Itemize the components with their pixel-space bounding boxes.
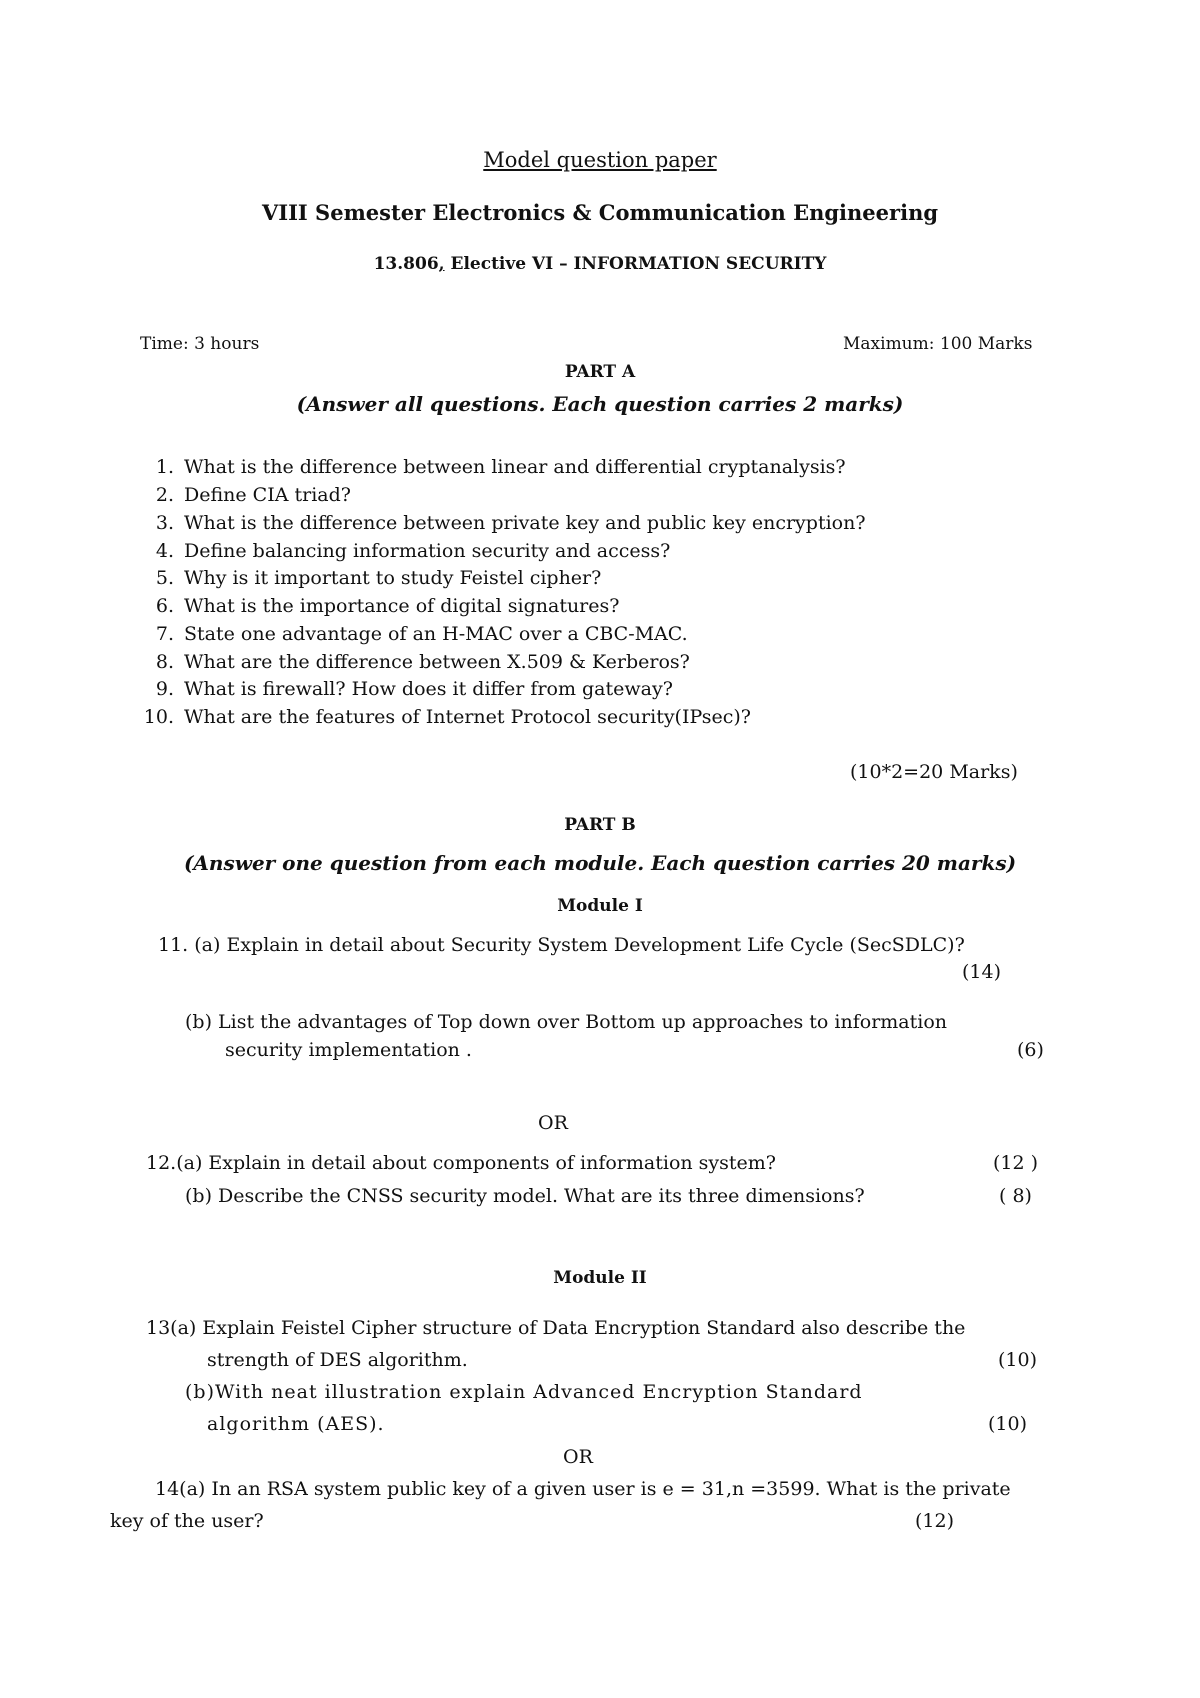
question-number: 7.: [155, 623, 174, 645]
question-11b: (b) List the advantages of Top down over Bottom up approaches to information: [185, 1011, 948, 1033]
question-13a: 13(a) Explain Feistel Cipher structure of Data Encryption Standard also describe the: [146, 1317, 966, 1339]
question-13a-marks: (10): [998, 1349, 1038, 1371]
course-code: 13.806: [373, 254, 439, 274]
question-number: 4.: [155, 540, 174, 562]
list-item: [138, 484, 351, 506]
question-text: What are the features of Internet Protocol security(IPsec)?: [184, 706, 751, 728]
paper-subtitle: VIII Semester Electronics & Communication Engineering: [261, 200, 939, 225]
max-marks-label: Maximum: 100 Marks: [843, 334, 1033, 354]
question-11b-marks: (6): [1017, 1039, 1044, 1061]
course-line: [0, 254, 1200, 274]
question-number: 1.: [155, 456, 174, 478]
question-14a-marks: (12): [915, 1510, 955, 1532]
question-11b-cont: security implementation .: [225, 1039, 472, 1061]
question-text: What is the difference between linear and differential cryptanalysis?: [184, 456, 846, 478]
question-11a-marks: (14): [962, 961, 1002, 983]
list-item: [138, 651, 690, 673]
question-text: Why is it important to study Feistel cipher?: [184, 567, 602, 589]
question-12b: (b) Describe the CNSS security model. What are its three dimensions?: [185, 1185, 865, 1207]
course-separator: ,: [438, 254, 445, 274]
question-text: What are the difference between X.509 & Kerberos?: [184, 651, 690, 673]
list-item: [138, 512, 866, 534]
module-1-title: Module I: [557, 896, 643, 916]
or-separator: OR: [538, 1112, 568, 1134]
question-12b-marks: ( 8): [999, 1185, 1032, 1207]
question-text: What is the importance of digital signatures?: [184, 595, 620, 617]
question-text: What is firewall? How does it differ from gateway?: [184, 678, 673, 700]
question-14a-cont: key of the user?: [110, 1510, 264, 1532]
list-item: [138, 567, 601, 589]
question-text: State one advantage of an H-MAC over a CBC-MAC.: [184, 623, 688, 645]
list-item: [138, 678, 673, 700]
question-13b: (b)With neat illustration explain Advanced Encryption Standard: [185, 1381, 863, 1403]
list-item: [138, 706, 751, 728]
paper-title: Model question paper: [483, 148, 717, 172]
part-a-instruction: (Answer all questions. Each question carries 2 marks): [296, 392, 904, 416]
question-number: 9.: [155, 678, 174, 700]
question-number: 5.: [155, 567, 174, 589]
part-b-instruction: (Answer one question from each module. Each question carries 20 marks): [183, 851, 1017, 875]
question-text: What is the difference between private key and public key encryption?: [184, 512, 866, 534]
list-item: [138, 595, 619, 617]
part-a-marks-total: (10*2=20 Marks): [850, 761, 1018, 783]
question-text: Define CIA triad?: [184, 484, 351, 506]
question-number: 3.: [155, 512, 174, 534]
question-number: 8.: [155, 651, 174, 673]
part-a-title: PART A: [564, 362, 636, 382]
question-number: 2.: [155, 484, 174, 506]
question-13a-cont: strength of DES algorithm.: [207, 1349, 468, 1371]
question-12a-marks: (12 ): [993, 1152, 1039, 1174]
list-item: [138, 540, 670, 562]
module-2-title: Module II: [553, 1268, 647, 1288]
time-label: Time: 3 hours: [140, 334, 260, 354]
question-13b-marks: (10): [988, 1413, 1028, 1435]
question-number: 10.: [143, 706, 174, 728]
list-item: [138, 623, 688, 645]
list-item: [138, 456, 846, 478]
question-14a: 14(a) In an RSA system public key of a given user is e = 31,n =3599. What is the private: [155, 1478, 1011, 1500]
question-11a: 11. (a) Explain in detail about Security System Development Life Cycle (SecSDLC)?: [158, 934, 965, 956]
or-separator: OR: [563, 1446, 593, 1468]
question-12a: 12.(a) Explain in detail about components of information system?: [146, 1152, 776, 1174]
question-number: 6.: [155, 595, 174, 617]
question-13b-cont: algorithm (AES).: [207, 1413, 385, 1435]
course-title: Elective VI – INFORMATION SECURITY: [444, 254, 827, 274]
question-text: Define balancing information security and access?: [184, 540, 671, 562]
part-b-title: PART B: [564, 815, 636, 835]
